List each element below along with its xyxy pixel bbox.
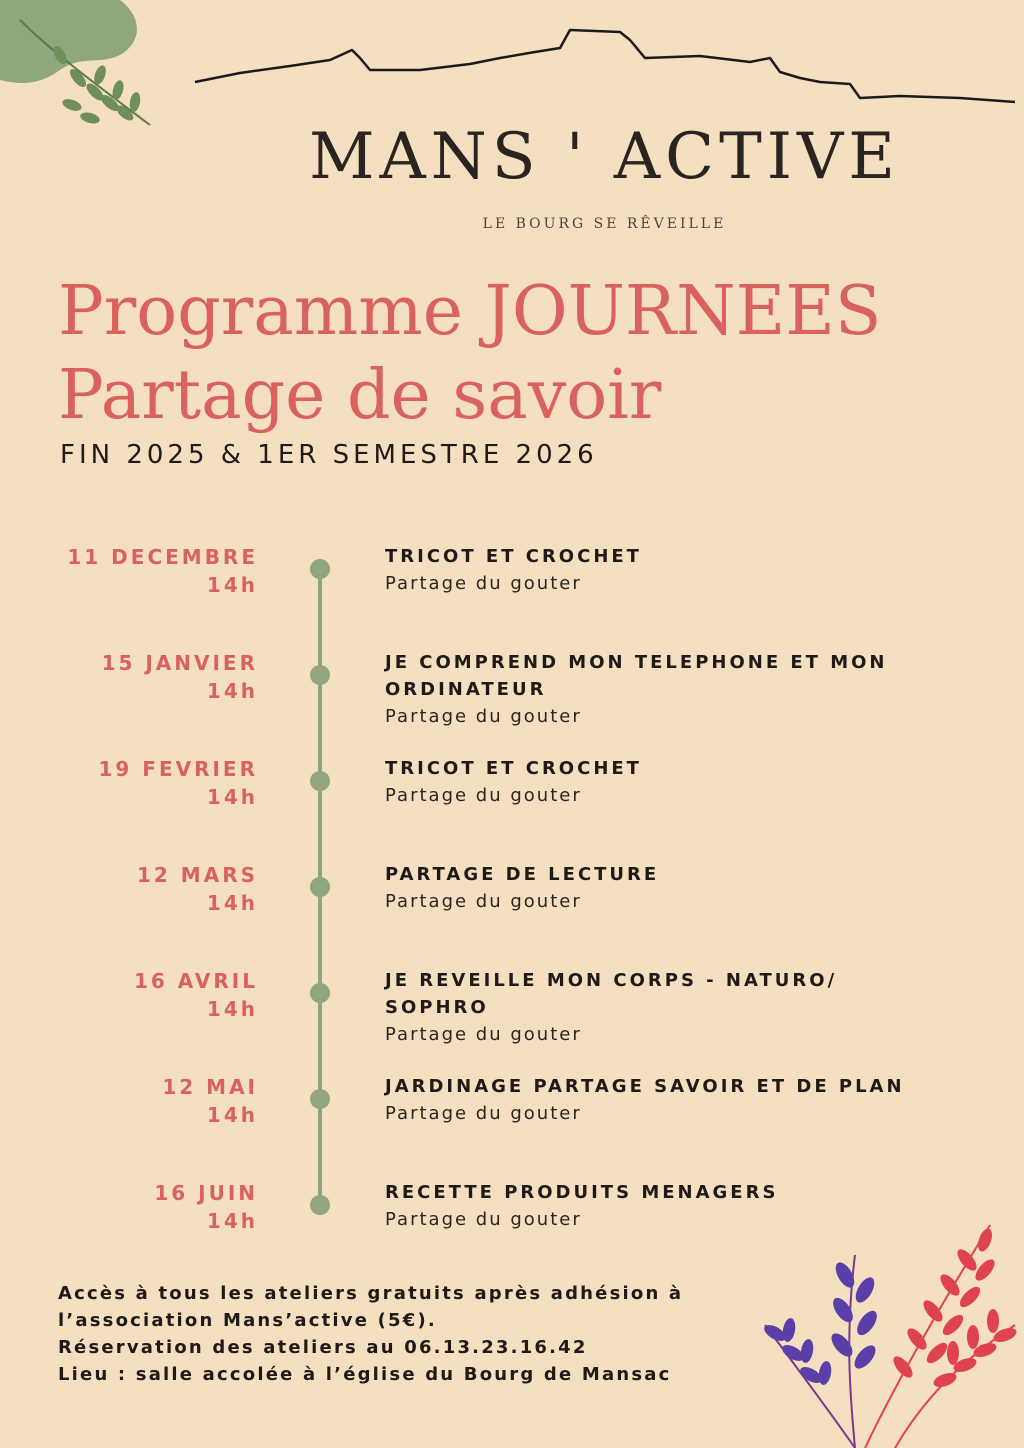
event-title: TRICOT ET CROCHET xyxy=(385,758,642,779)
timeline-dot xyxy=(310,771,330,791)
event-date xyxy=(67,543,258,599)
event-date-label: 11 DECEMBRE xyxy=(67,545,258,569)
event-date xyxy=(98,755,258,811)
event-note: Partage du gouter xyxy=(385,1024,582,1045)
event-date-label: 19 FEVRIER xyxy=(98,757,258,781)
event-time-label: 14h xyxy=(206,1209,258,1233)
event-note: Partage du gouter xyxy=(385,706,582,727)
event-date-label: 16 AVRIL xyxy=(134,969,258,993)
footer-location-line: Lieu : salle accolée à l’église du Bourg de Mansac xyxy=(58,1364,672,1385)
event-time-label: 14h xyxy=(206,573,258,597)
event-time-label: 14h xyxy=(206,679,258,703)
event-date-label: 15 JANVIER xyxy=(101,651,258,675)
footer-info xyxy=(58,1280,778,1388)
footer-line: Accès à tous les ateliers gratuits après adhésion à xyxy=(58,1283,684,1304)
timeline-dot xyxy=(310,559,330,579)
timeline-dot xyxy=(310,1089,330,1109)
event-note: Partage du gouter xyxy=(385,1103,582,1124)
event-time-label: 14h xyxy=(206,785,258,809)
page-title xyxy=(58,270,881,438)
event-description xyxy=(385,1073,945,1128)
event-note: Partage du gouter xyxy=(385,785,582,806)
event-date xyxy=(102,649,258,705)
footer-phone-line: Réservation des ateliers au 06.13.23.16.42 xyxy=(58,1337,588,1358)
event-title: JE COMPREND MON TELEPHONE ET MON ORDINATEUR xyxy=(385,652,888,700)
event-description xyxy=(385,755,945,810)
timeline-dot xyxy=(310,665,330,685)
event-date xyxy=(162,1073,258,1129)
event-title: JARDINAGE PARTAGE SAVOIR ET DE PLAN xyxy=(385,1076,905,1097)
timeline-dot xyxy=(310,1195,330,1215)
event-description xyxy=(385,543,945,598)
logo-title: MANS ' ACTIVE xyxy=(309,120,900,194)
footer-line: l’association Mans’active (5€). xyxy=(58,1310,437,1331)
skyline-outline-icon xyxy=(0,0,1024,120)
event-date xyxy=(134,967,258,1023)
logo-subtitle: LE BOURG SE RÊVEILLE xyxy=(482,216,727,232)
event-date xyxy=(137,861,258,917)
event-date-label: 12 MARS xyxy=(137,863,258,887)
event-time-label: 14h xyxy=(206,891,258,915)
timeline-dot xyxy=(310,983,330,1003)
event-title: PARTAGE DE LECTURE xyxy=(385,864,660,885)
event-note: Partage du gouter xyxy=(385,1209,582,1230)
event-date-label: 16 JUIN xyxy=(154,1181,258,1205)
event-time-label: 14h xyxy=(206,1103,258,1127)
page-title-line1: Programme JOURNEES xyxy=(58,272,882,351)
event-description xyxy=(385,649,945,731)
event-description xyxy=(385,967,945,1049)
fern-branch-icon xyxy=(745,1215,1020,1448)
period-subtitle: FIN 2025 & 1ER SEMESTRE 2026 xyxy=(60,440,598,470)
event-title: TRICOT ET CROCHET xyxy=(385,546,642,567)
event-date xyxy=(154,1179,258,1235)
event-date-label: 12 MAI xyxy=(162,1075,258,1099)
event-note: Partage du gouter xyxy=(385,891,582,912)
logo xyxy=(0,120,1024,232)
page-title-line2: Partage de savoir xyxy=(58,356,662,435)
event-time-label: 14h xyxy=(206,997,258,1021)
event-title: JE REVEILLE MON CORPS - NATURO/ SOPHRO xyxy=(385,970,838,1018)
event-description xyxy=(385,861,945,916)
event-title: RECETTE PRODUITS MENAGERS xyxy=(385,1182,779,1203)
event-note: Partage du gouter xyxy=(385,573,582,594)
timeline-dot xyxy=(310,877,330,897)
